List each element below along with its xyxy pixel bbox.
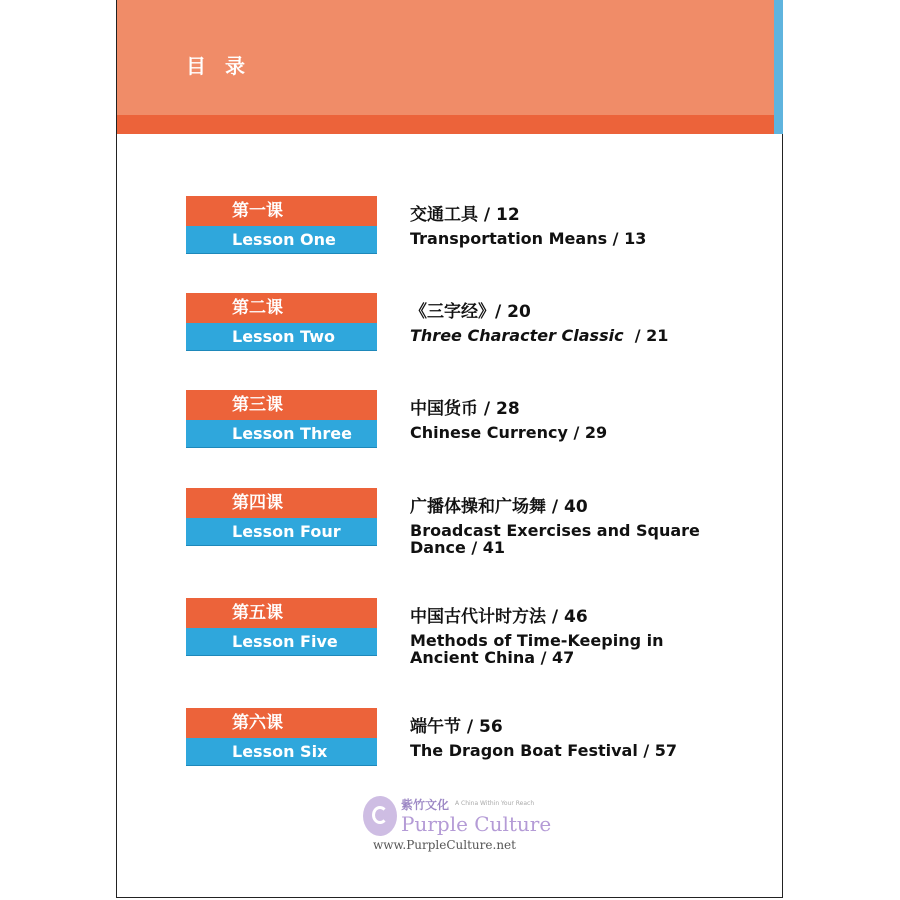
lesson-number-en: Lesson Four: [186, 518, 377, 546]
document-page: [116, 0, 783, 898]
watermark-logo-icon: [363, 796, 397, 836]
lesson-title-cn: 端午节 / 56: [410, 717, 503, 737]
lesson-title-en-page: / 21: [623, 326, 669, 345]
lesson-title-en: Methods of Time-Keeping in Ancient China / 47: [410, 631, 664, 667]
lesson-title-en: Transportation Means / 13: [410, 229, 647, 248]
lesson-title-cn: 中国古代计时方法 / 46: [410, 607, 588, 627]
lesson-title-en: The Dragon Boat Festival / 57: [410, 741, 678, 760]
lesson-title-en: Chinese Currency / 29: [410, 423, 608, 442]
watermark-tagline: A China Within Your Reach: [455, 800, 535, 807]
lesson-number-cn: 第二课: [186, 293, 377, 323]
lesson-number-cn: 第三课: [186, 390, 377, 420]
lesson-title-cn: 中国货币 / 28: [410, 399, 520, 419]
lesson-title-en-italic: Three Character Classic: [410, 326, 624, 345]
lesson-number-cn: 第一课: [186, 196, 377, 226]
lesson-title-cn: 广播体操和广场舞 / 40: [410, 497, 588, 517]
lesson-title-en: [410, 327, 710, 344]
edge-strip: [774, 0, 783, 134]
watermark-cn: 紫竹文化: [401, 798, 450, 812]
lesson-number-cn: 第五课: [186, 598, 377, 628]
lesson-number-cn: 第六课: [186, 708, 377, 738]
lesson-number-en: Lesson Five: [186, 628, 377, 656]
lesson-title-cn: 《三字经》/ 20: [410, 302, 531, 322]
page-title: 目 录: [186, 54, 251, 78]
lesson-title-en: Broadcast Exercises and Square Dance / 41: [410, 521, 700, 557]
header-banner: [117, 0, 774, 115]
watermark-url: www.PurpleCulture.net: [373, 838, 516, 852]
lesson-number-cn: 第四课: [186, 488, 377, 518]
watermark: [363, 794, 552, 856]
lesson-number-en: Lesson Two: [186, 323, 377, 351]
lesson-number-en: Lesson Six: [186, 738, 377, 766]
watermark-name: Purple Culture: [401, 812, 552, 836]
lesson-number-en: Lesson One: [186, 226, 377, 254]
header-band: [117, 115, 774, 134]
lesson-number-en: Lesson Three: [186, 420, 377, 448]
lesson-title-cn: 交通工具 / 12: [410, 205, 520, 225]
